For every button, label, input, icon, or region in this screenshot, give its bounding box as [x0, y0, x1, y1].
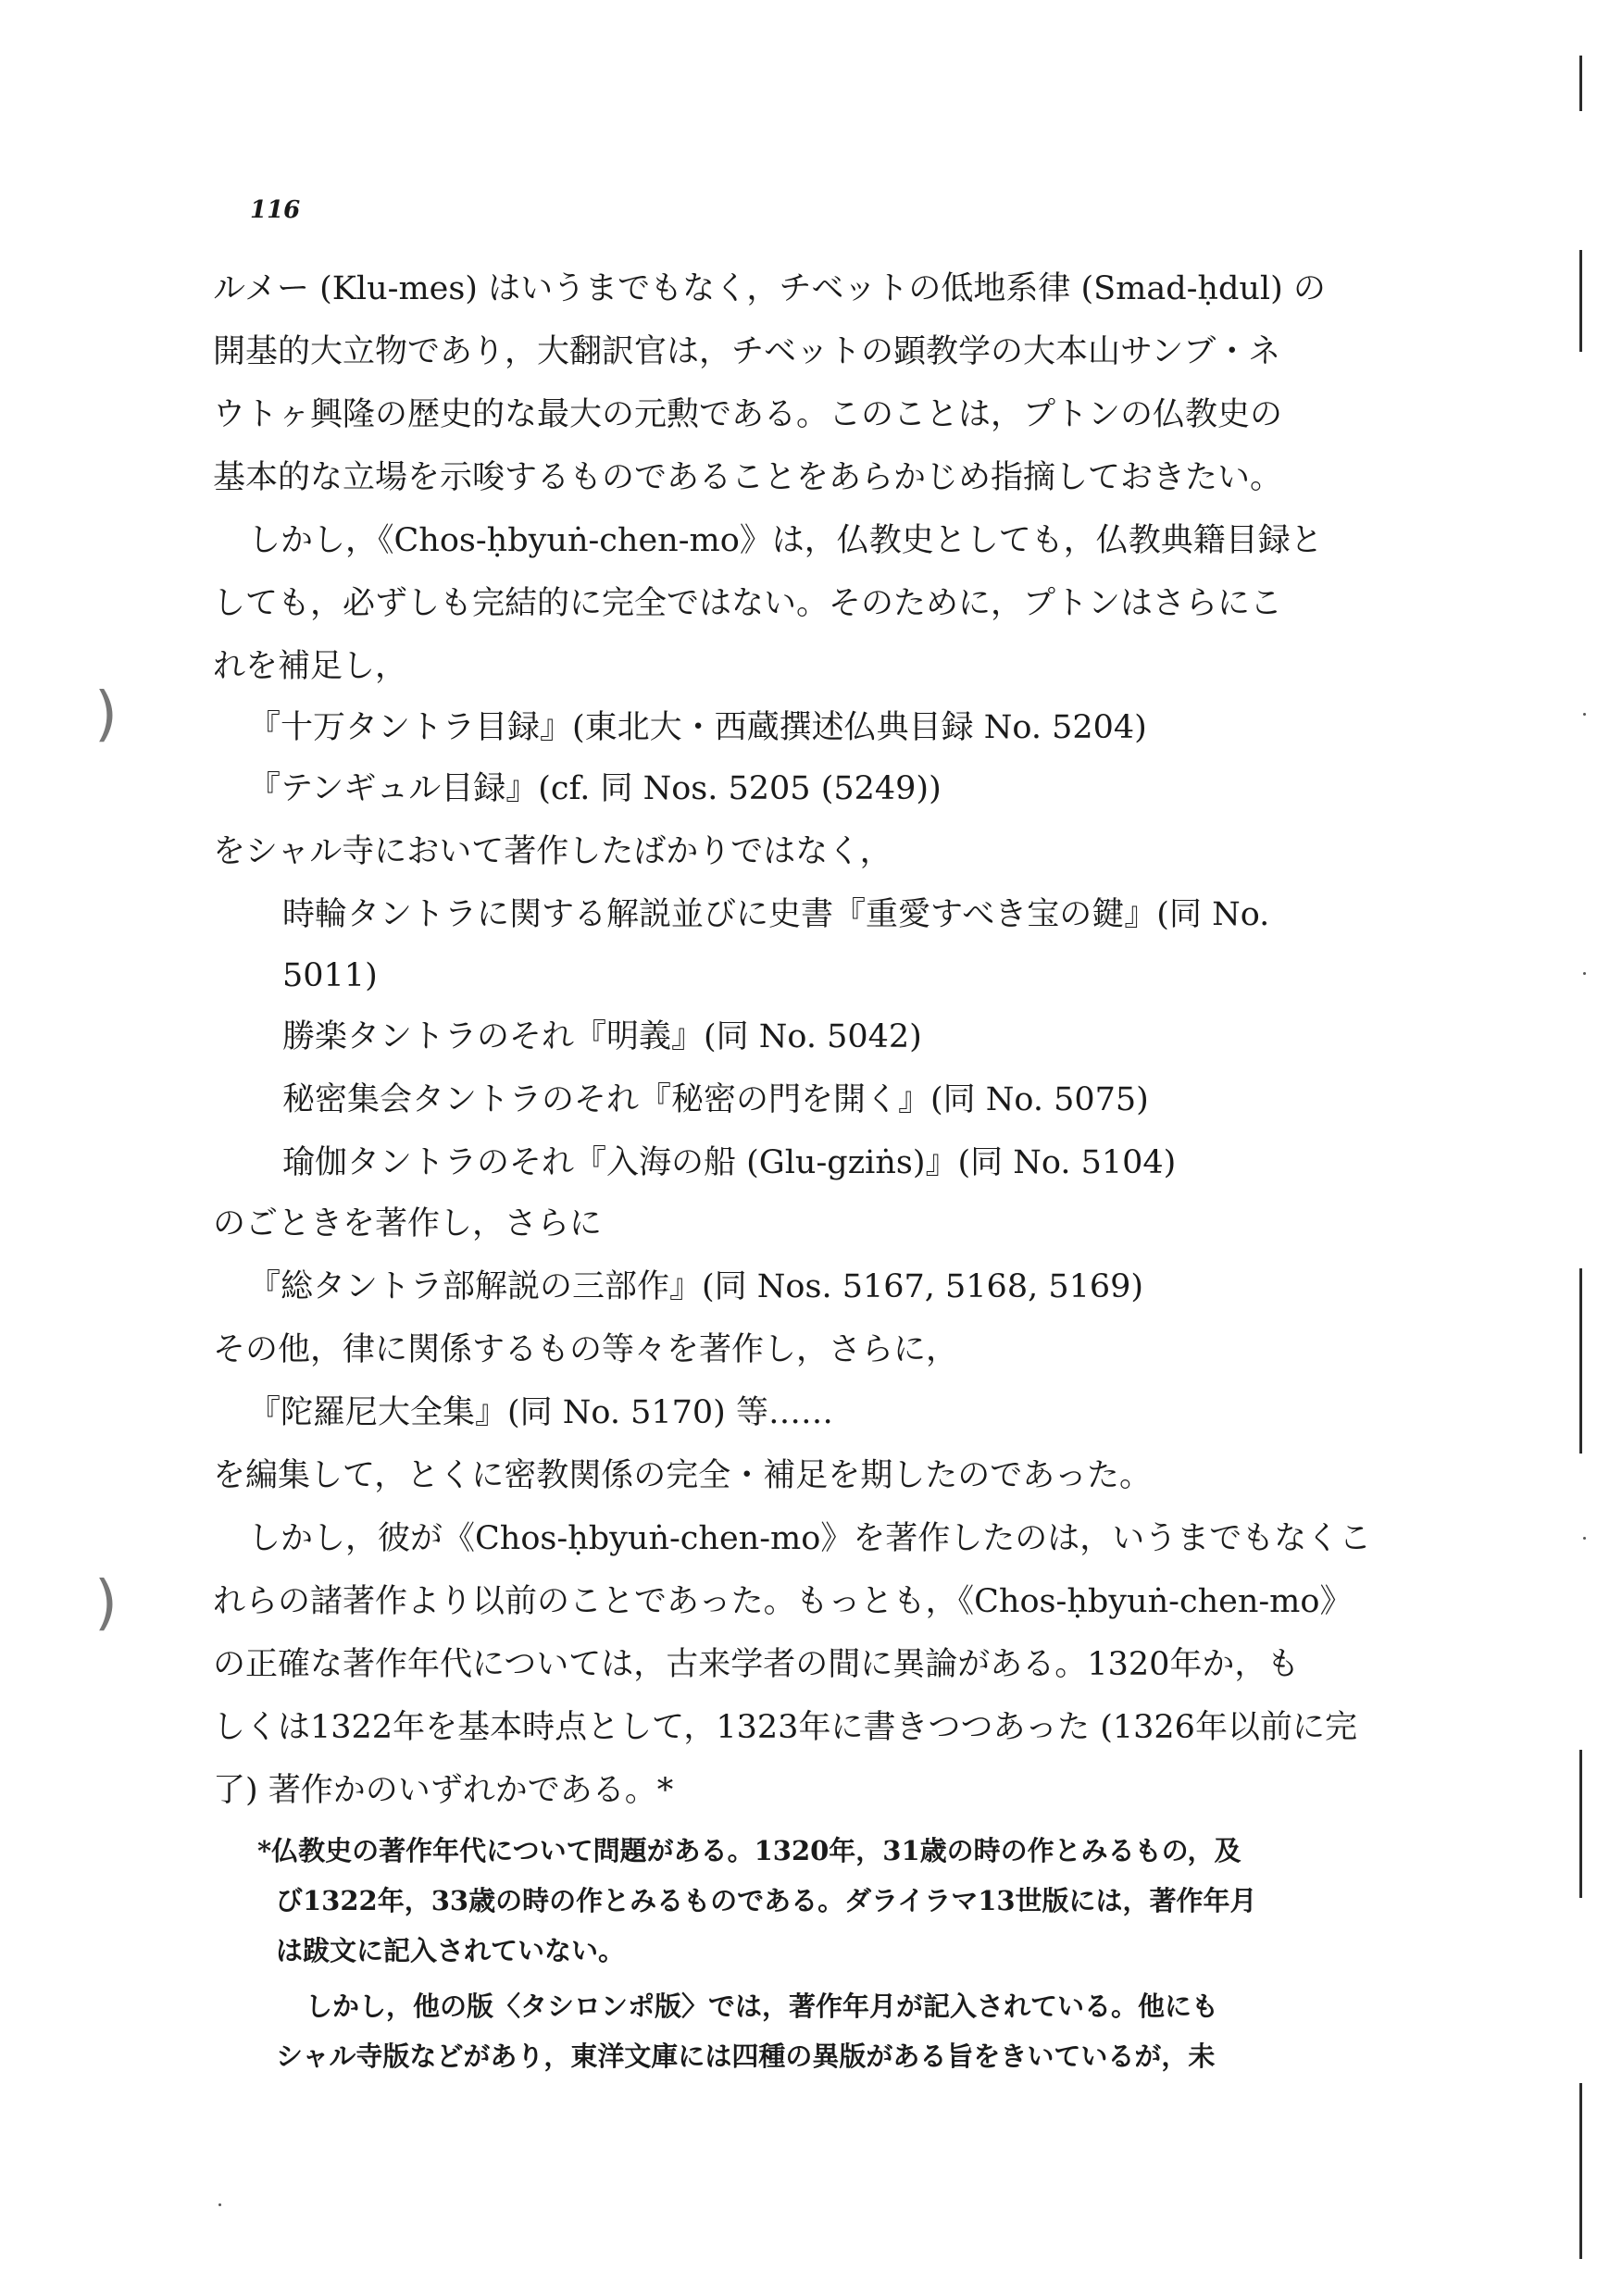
text-line: その他，律に関係するもの等々を著作し，さらに， — [213, 1331, 959, 1368]
text-line: 『十万タントラ目録』(東北大・西蔵撰述仏典目録 No. 5204) — [248, 709, 1147, 746]
text-line: れらの諸著作より以前のことであった。もっとも，《Chos-ḥbyuṅ-chen-mo》 — [213, 1583, 1353, 1620]
footnote-line: シャル寺版などがあり，東洋文庫には四種の異版がある旨をきいているが，未 — [276, 2040, 1216, 2072]
text-line: 了) 著作かのいずれかである。* — [213, 1772, 674, 1809]
text-line: しくは1322年を基本時点として，1323年に書きつつあった (1326年以前に完 — [213, 1709, 1357, 1746]
scan-margin-mark — [1579, 1750, 1582, 1898]
scan-speck — [1583, 713, 1586, 716]
text-line: しても，必ずしも完結的に完全ではない。そのために，プトンはさらにこ — [213, 585, 1283, 622]
page-number: 116 — [250, 196, 301, 224]
text-line: のごときを著作し，さらに — [213, 1205, 603, 1242]
text-line: 時輪タントラに関する解説並びに史書『重愛すべき宝の鍵』(同 No. — [282, 896, 1270, 933]
text-line: ルメー (Klu-mes) はいうまでもなく，チベットの低地系律 (Smad-ḥdul) の — [213, 270, 1326, 307]
text-line: 『総タントラ部解説の三部作』(同 Nos. 5167, 5168, 5169) — [248, 1268, 1144, 1305]
scan-speck — [1583, 1537, 1586, 1540]
text-line: 秘密集会タントラのそれ『秘密の門を開く』(同 No. 5075) — [282, 1081, 1149, 1118]
text-line: しかし，《Chos-ḥbyuṅ-chen-mo》は，仏教史としても，仏教典籍目録と — [248, 522, 1323, 559]
text-line: の正確な著作年代については，古来学者の間に異論がある。1320年か，も — [213, 1646, 1300, 1683]
text-line: 基本的な立場を示唆するものであることをあらかじめ指摘しておきたい。 — [213, 459, 1283, 496]
footnote-line: び1322年，33歳の時の作とみるものである。ダライラマ13世版には，著作年月 — [276, 1885, 1257, 1916]
footnote-line: *仏教史の著作年代について問題がある。1320年，31歳の時の作とみるもの，及 — [257, 1835, 1241, 1866]
footnote-line: しかし，他の版〈タシロンポ版〉では，著作年月が記入されている。他にも — [306, 1990, 1219, 2022]
text-line: れを補足し， — [213, 648, 408, 685]
text-line: 瑜伽タントラのそれ『入海の船 (Glu-gziṅs)』(同 No. 5104) — [282, 1144, 1177, 1181]
text-line: 勝楽タントラのそれ『明義』(同 No. 5042) — [282, 1018, 922, 1055]
text-line: ウトヶ興隆の歴史的な最大の元勲である。このことは，プトンの仏教史の — [213, 396, 1283, 433]
scan-speck — [1583, 972, 1586, 975]
text-line: 5011) — [282, 957, 378, 994]
scan-speck — [218, 2203, 221, 2206]
footnote-line: は跋文に記入されていない。 — [276, 1935, 626, 1966]
scan-margin-mark — [1579, 1268, 1582, 1454]
text-line: をシャル寺において著作したばかりではなく， — [213, 833, 892, 870]
scan-margin-mark — [1579, 2083, 1582, 2259]
punch-hole-shadow: ) — [94, 1569, 118, 1638]
scan-margin-mark — [1579, 56, 1582, 111]
text-line: 『テンギュル目録』(cf. 同 Nos. 5205 (5249)) — [248, 770, 942, 807]
text-line: しかし，彼が《Chos-ḥbyuṅ-chen-mo》を著作したのは，いうまでもなくこ — [248, 1520, 1372, 1557]
scan-margin-mark — [1579, 250, 1582, 352]
punch-hole-shadow: ) — [94, 680, 118, 749]
text-line: 開基的大立物であり，大翻訳官は，チベットの顕教学の大本山サンブ・ネ — [213, 333, 1281, 370]
text-line: を編集して，とくに密教関係の完全・補足を期したのであった。 — [213, 1457, 1152, 1494]
text-line: 『陀羅尼大全集』(同 No. 5170) 等…… — [248, 1394, 833, 1431]
